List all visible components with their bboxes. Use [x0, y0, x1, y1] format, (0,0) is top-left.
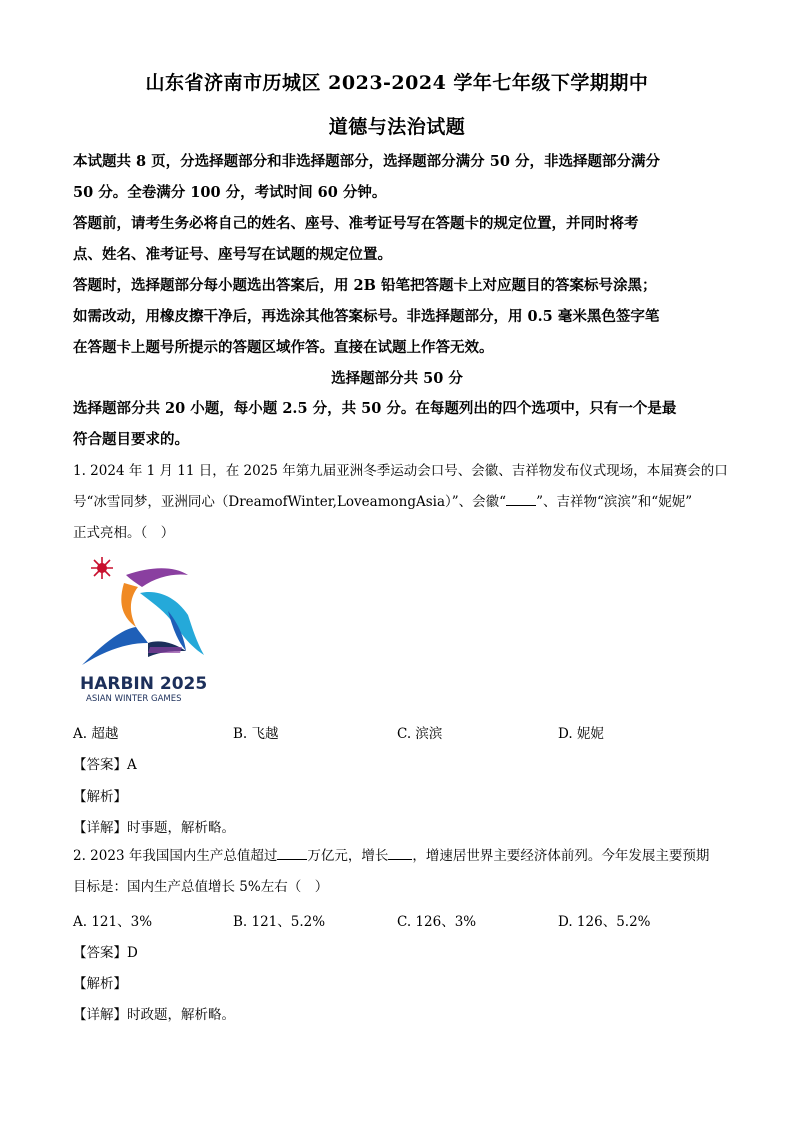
- question-2-line: 目标是：国内生产总值增长 5%左右（ ）: [73, 879, 329, 895]
- detail-label: 【详解】: [73, 1007, 127, 1023]
- section-intro-line: 选择题部分共 20 小题，每小题 2.5 分，共 50 分。在每题列出的四个选项中，只有一个是最: [73, 400, 677, 417]
- question-2: [73, 841, 725, 903]
- question-2-text: 万亿元，增长: [307, 848, 389, 864]
- answer-label: 【答案】: [73, 945, 127, 961]
- logo-star-icon: [91, 557, 113, 579]
- answer-value: D: [127, 945, 138, 961]
- option-b: B. 飞越: [233, 726, 279, 742]
- instruction-line: 50 分。全卷满分 100 分，考试时间 60 分钟。: [73, 184, 387, 201]
- option-c: C. 126、3%: [397, 914, 477, 930]
- question-1-line: 1. 2024 年 1 月 11 日，在 2025 年第九届亚洲冬季运动会口号、会徽、吉祥物发布仪式现场，本届赛会的口: [73, 463, 728, 479]
- option-d: D. 妮妮: [558, 726, 604, 742]
- question-1: [73, 456, 728, 549]
- instructions: [73, 146, 725, 363]
- question-2-text: 2. 2023 年我国国内生产总值超过: [73, 848, 278, 864]
- answer-blank: [506, 491, 536, 506]
- option-c: C. 滨滨: [397, 726, 443, 742]
- section-intro: [73, 393, 725, 455]
- section-intro-line: 符合题目要求的。: [73, 431, 189, 448]
- option-a: A. 超越: [73, 726, 119, 742]
- answer-label: 【答案】: [73, 757, 127, 773]
- exam-title: 山东省济南市历城区 2023-2024 学年七年级下学期期中: [145, 72, 649, 94]
- detail-text: 时政题，解析略。: [127, 1007, 235, 1023]
- logo-subtext: ASIAN WINTER GAMES: [86, 694, 182, 704]
- detail-text: 时事题，解析略。: [127, 820, 235, 836]
- question-1-text: ”、吉祥物“滨滨”和“妮妮”: [536, 494, 693, 510]
- logo-text: HARBIN 2025: [80, 674, 208, 694]
- instruction-line: 答题时，选择题部分每小题选出答案后，用 2B 铅笔把答题卡上对应题目的答案标号涂黑；: [73, 277, 657, 294]
- harbin-2025-logo: [78, 553, 210, 705]
- detail-label: 【详解】: [73, 820, 127, 836]
- section-heading: 选择题部分共 50 分: [331, 370, 463, 387]
- option-b: B. 121、5.2%: [233, 914, 326, 930]
- question-2-analysis: 【解析】: [73, 976, 127, 992]
- instruction-line: 本试题共 8 页，分选择题部分和非选择题部分，选择题部分满分 50 分，非选择题部分满分: [73, 153, 660, 170]
- question-2-detail: [73, 1003, 235, 1023]
- question-1-line: [73, 487, 725, 518]
- instruction-line: 点、姓名、准考证号、座号写在试题的规定位置。: [73, 246, 392, 263]
- question-2-line: [73, 841, 725, 872]
- instruction-line: 答题前，请考生务必将自己的姓名、座号、准考证号写在答题卡的规定位置，并同时将考: [73, 215, 639, 232]
- question-2-answer: [73, 941, 138, 961]
- instruction-line: 如需改动，用橡皮擦干净后，再选涂其他答案标号。非选择题部分，用 0.5 毫米黑色签字笔: [73, 308, 660, 325]
- question-1-text: 号“冰雪同梦，亚洲同心（DreamofWinter,LoveamongAsia）”、会徽“: [73, 494, 507, 510]
- answer-blank: [277, 845, 307, 860]
- question-1-detail: [73, 816, 235, 836]
- option-a: A. 121、3%: [73, 914, 153, 930]
- question-1-line: 正式亮相。（ ）: [73, 525, 175, 541]
- question-1-answer: [73, 753, 137, 773]
- option-d: D. 126、5.2%: [558, 914, 651, 930]
- answer-blank: [388, 845, 412, 860]
- instruction-line: 在答题卡上题号所提示的答题区域作答。直接在试题上作答无效。: [73, 339, 494, 356]
- exam-subtitle: 道德与法治试题: [328, 116, 466, 138]
- question-2-text: ，增速居世界主要经济体前列。今年发展主要预期: [412, 848, 710, 864]
- question-1-analysis: 【解析】: [73, 789, 127, 805]
- answer-value: A: [127, 757, 137, 773]
